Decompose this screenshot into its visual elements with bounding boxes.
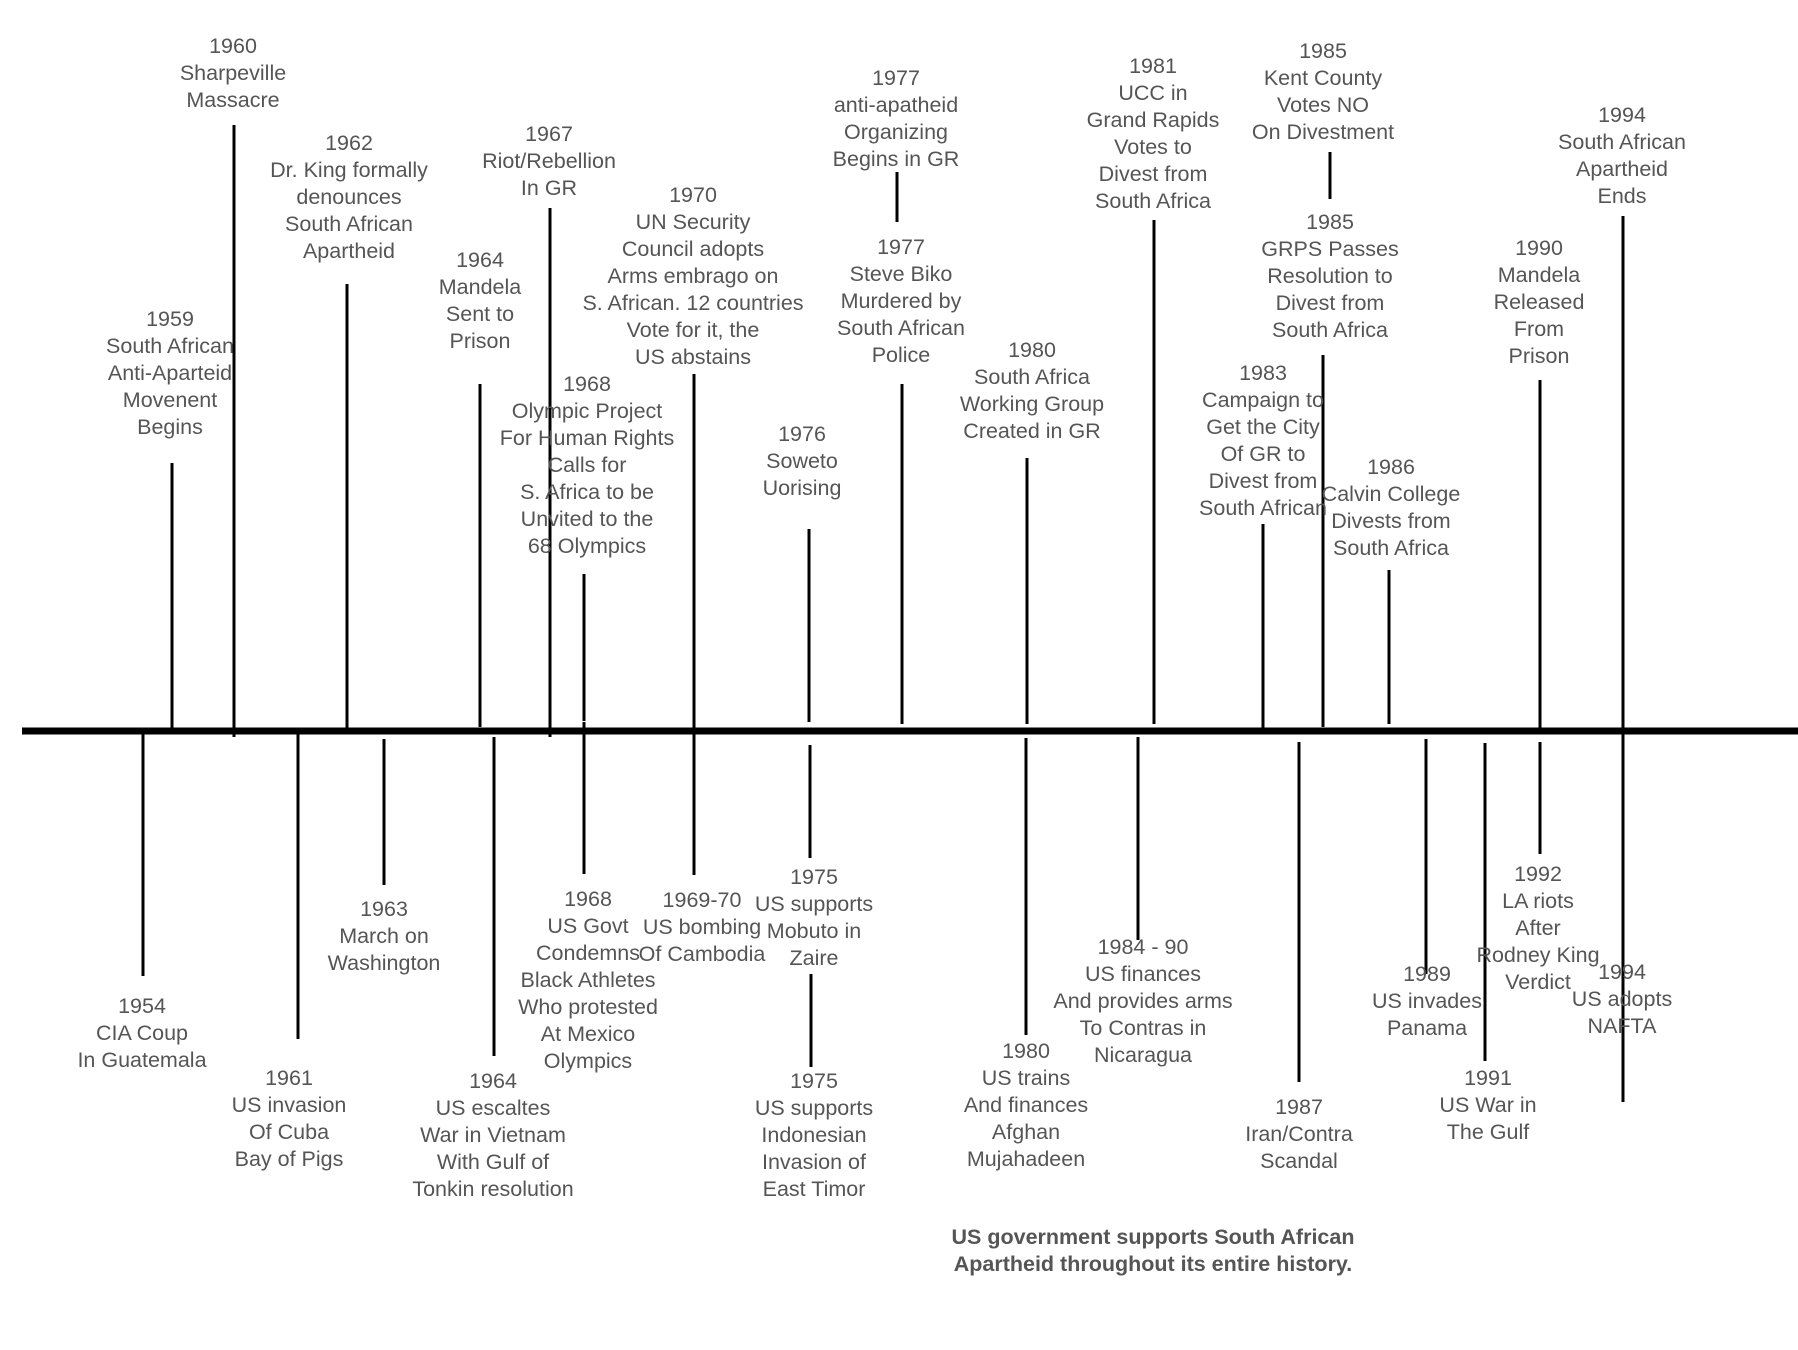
event-label-1989: 1989 US invades Panama xyxy=(1372,962,1482,1040)
event-label-1975a: 1975 US supports Mobuto in Zaire xyxy=(754,865,874,970)
event-label-1969: 1969-70 US bombing Of Cambodia xyxy=(638,888,766,966)
event-label-1992: 1992 LA riots After Rodney King Verdict xyxy=(1476,862,1600,994)
event-label-1954: 1954 CIA Coup In Guatemala xyxy=(77,994,207,1072)
event-label-1968b: 1968 US Govt Condemns Black Athletes Who protested At Mexico Olympics xyxy=(518,887,658,1073)
event-label-1980a: 1980 South Africa Working Group Created in GR xyxy=(959,338,1105,443)
event-label-1985a: 1985 Kent County Votes NO On Divestment xyxy=(1251,39,1395,144)
event-label-1968a: 1968 Olympic Project For Human Rights Calls for S. Africa to be Unvited to the 68 Olympics xyxy=(499,372,675,558)
event-label-1962: 1962 Dr. King formally denounces South African Apartheid xyxy=(270,131,428,263)
event-label-1984: 1984 - 90 US finances And provides arms To Contras in Nicaragua xyxy=(1053,935,1233,1067)
event-label-1987: 1987 Iran/Contra Scandal xyxy=(1245,1095,1353,1173)
event-label-1985b: 1985 GRPS Passes Resolution to Divest from South Africa xyxy=(1261,210,1399,342)
event-label-1975b: 1975 US supports Indonesian Invasion of East Timor xyxy=(754,1069,874,1201)
event-label-1977a: 1977 anti-apatheid Organizing Begins in GR xyxy=(832,66,960,171)
event-label-1990: 1990 Mandela Released From Prison xyxy=(1493,236,1585,368)
event-label-1964b: 1964 US escaltes War in Vietnam With Gulf of Tonkin resolution xyxy=(412,1069,574,1201)
event-label-1983: 1983 Campaign to Get the City Of GR to Divest from South African xyxy=(1199,361,1327,520)
event-label-1960: 1960 Sharpeville Massacre xyxy=(179,34,287,112)
event-label-1970: 1970 UN Security Council adopts Arms embrago on S. African. 12 countries Vote for it, the US abstains xyxy=(582,183,804,369)
event-label-1981: 1981 UCC in Grand Rapids Votes to Divest from South Africa xyxy=(1086,54,1220,213)
event-label-1967: 1967 Riot/Rebellion In GR xyxy=(482,122,616,200)
event-label-1991: 1991 US War in The Gulf xyxy=(1439,1066,1537,1144)
event-label-1986: 1986 Calvin College Divests from South Africa xyxy=(1321,455,1461,560)
event-label-1964a: 1964 Mandela Sent to Prison xyxy=(438,248,522,353)
event-label-1976: 1976 Soweto Uorising xyxy=(762,422,842,500)
event-label-1977b: 1977 Steve Biko Murdered by South African Police xyxy=(837,235,965,367)
event-label-1980b: 1980 US trains And finances Afghan Mujahadeen xyxy=(963,1039,1089,1171)
event-label-1959: 1959 South African Anti-Aparteid Movenent Begins xyxy=(106,307,234,439)
event-label-1994a: 1994 South African Apartheid Ends xyxy=(1558,103,1686,208)
event-label-1961: 1961 US invasion Of Cuba Bay of Pigs xyxy=(231,1066,347,1171)
summary-note: US government supports South African Apartheid throughout its entire history. xyxy=(951,1225,1355,1276)
event-label-1994b: 1994 US adopts NAFTA xyxy=(1571,960,1673,1038)
event-label-1963: 1963 March on Washington xyxy=(327,897,441,975)
